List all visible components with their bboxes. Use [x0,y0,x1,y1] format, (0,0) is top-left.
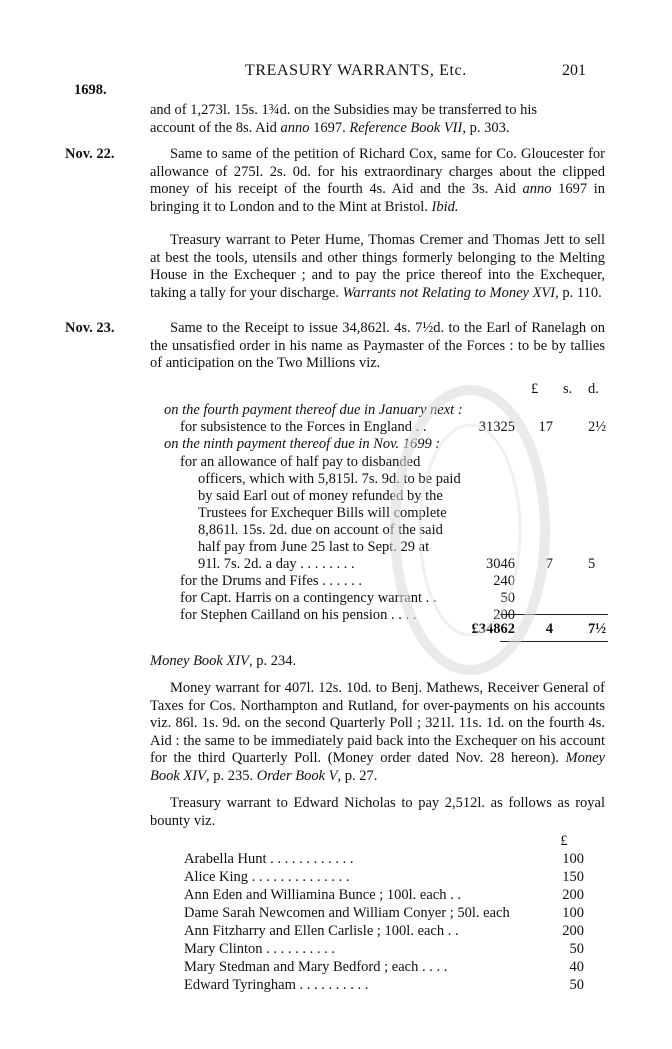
ledger-row-desc: for Stephen Cailland on his pension . . . . [180,607,417,623]
bounty-amount: 100 [562,851,584,867]
ledger-row-shillings: 17 [538,419,553,435]
ledger-row-desc: for the Drums and Fifes . . . . . . [180,573,363,589]
ledger-row-desc: for an allowance of half pay to disbanded [180,454,421,470]
ledger-total-pounds: £34862 [471,621,515,637]
ledger-row-half-pay-2 [150,470,605,488]
ledger-total-pence: 7½ [588,621,607,637]
bounty-list [184,832,584,993]
page-number: 201 [562,62,586,79]
anno-word: anno [280,119,310,136]
ledger-row-desc: 8,861l. 15s. 2d. due on account of the said [198,522,443,538]
paragraph-mathews [150,680,605,786]
ledger-total-shillings: 4 [545,621,553,637]
ledger-row-pounds: 31325 [478,419,515,435]
paragraph-nicholas: Treasury warrant to Edward Nicholas to pay 2,512l. as follows as royal bounty viz. [150,795,605,829]
cox-text-a: Same to same of the petition of Richard Cox, same for Co. Gloucester for allowance of 275l. 2s. 0d. for his extraordinary charges about the clipped money of his receipt of the fourth 4s. Aid and the 3s. Aid [150,146,605,198]
cox-reference: Ibid. [431,198,459,215]
ledger-row-desc: officers, which with 5,815l. 7s. 9d. to be paid [198,471,461,487]
source-reference-page: , p. 303. [462,119,510,136]
cox-text-b: 1697 in bringing it to London and to the Mint at Bristol. [150,181,605,215]
bounty-name: Mary Stedman and Mary Bedford ; each . . . . [184,959,448,975]
bounty-name: Alice King . . . . . . . . . . . . . . [184,869,350,885]
bounty-amount: 200 [562,887,584,903]
ledger-row-desc: 91l. 7s. 2d. a day . . . . . . . . [198,556,355,572]
bounty-amount: 200 [562,923,584,939]
bounty-name: Ann Eden and Williamina Bunce ; 100l. each . . [184,887,461,903]
mathews-text: Money warrant for 407l. 12s. 10d. to Benj. Mathews, Receiver General of Taxes for Cos. Northampton and Rutland, for over-payments on his accounts viz. 86l. 1s. 9d. on the second Quarterly Poll ; 321l. 11s. 1d. on the fourth 4s. Aid : the same to be immediately paid back into the Exchequer on his account for the third Quarterly Poll. (Money order dated Nov. 28 hereon). [150,680,605,767]
ledger-row-shillings: 7 [545,556,553,572]
melting-house-text: Treasury warrant to Peter Hume, Thomas Cremer and Thomas Jett to sell at best the tools, utensils and other things formerly belonging to the Melting House in the Exchequer ; and to pay the price thereof into the Exchequer, taking a tally for your discharge. [150,232,605,301]
ledger-row-half-pay-7 [150,555,605,573]
source-reference: Reference Book VII [349,119,463,136]
mathews-reference-2: Order Book V [256,767,338,784]
year-marginal: 1698. [74,82,107,98]
bounty-amount: 50 [569,977,584,993]
ledger-row-desc: Trustees for Exchequer Bills will complete [198,505,447,521]
ledger-row-half-pay-6 [150,538,605,556]
ledger-heading-ninth-payment: on the ninth payment thereof due in Nov. 1699 : [164,436,441,452]
ledger-row-half-pay-5 [150,521,605,539]
ledger-row-desc: half pay from June 25 last to Sept. 29 at [198,539,430,555]
column-shillings: s. [563,381,573,397]
ledger-row-drums [150,572,605,590]
bounty-item [184,850,584,868]
continuation-line-1: and of 1,273l. 15s. 1¾d. on the Subsidies may be transferred to his [150,102,538,118]
bounty-item [184,904,584,922]
bounty-name: Edward Tyringham . . . . . . . . . . [184,977,369,993]
bounty-item [184,940,584,958]
ledger-column-headers [150,380,605,398]
ledger-row-desc: by said Earl out of money refunded by the [198,488,443,504]
ledger-row-pence: 2½ [588,419,607,435]
paragraph-richard-cox [150,146,605,216]
ledger-total-row [150,620,605,638]
money-book-reference: Money Book XIV [150,653,250,669]
ledger-row-pounds: 3046 [486,556,515,572]
bounty-name: Mary Clinton . . . . . . . . . . [184,941,336,957]
bounty-amount: 40 [569,959,584,975]
cox-anno: anno [522,181,552,198]
bounty-amount: 100 [562,905,584,921]
ledger-row-pounds: 200 [493,607,515,623]
date-nov-22: Nov. 22. [65,146,115,162]
ledger-row-subsistence [150,418,605,436]
bounty-name: Ann Fitzharry and Ellen Carlisle ; 100l. each . . [184,923,459,939]
continuation-line-2a: account of the 8s. Aid [150,119,281,136]
bounty-item [184,976,584,994]
column-pence: d. [588,381,599,397]
bounty-item [184,886,584,904]
ledger-total-rule-top [500,614,608,615]
ledger-row-pounds: 50 [500,590,515,606]
ledger-total-rule-bottom [500,641,608,642]
ledger-row-half-pay-1 [150,453,605,471]
bounty-amount: 50 [569,941,584,957]
page-header [0,62,672,84]
paragraph-continuation [150,102,605,137]
ledger-row-capt-harris [150,589,605,607]
ledger-row-half-pay-3 [150,487,605,505]
running-title: TREASURY WARRANTS, Etc. [245,62,467,79]
melting-house-reference-page: , p. 110. [555,284,602,301]
paragraph-ranelagh: Same to the Receipt to issue 34,862l. 4s. 7½d. to the Earl of Ranelagh on the unsatisfied order in his name as Paymaster of the Forces : to be by tallies of anticipation on the Two Millions viz. [150,320,605,372]
column-pounds: £ [531,381,539,397]
ledger-row-pence: 5 [588,556,596,572]
ledger-row-desc: for Capt. Harris on a contingency warrant . . [180,590,437,606]
date-nov-23: Nov. 23. [65,320,115,336]
mathews-reference-1: Money Book XIV [150,750,605,784]
melting-house-reference: Warrants not Relating to Money XVI [342,284,556,301]
bounty-name: Dame Sarah Newcomen and William Conyer ; 50l. each [184,905,510,921]
bounty-name: Arabella Hunt . . . . . . . . . . . . [184,851,354,867]
bounty-item [184,922,584,940]
paragraph-money-book [150,653,605,671]
paragraph-melting-house [150,232,605,302]
ledger-table [150,372,605,642]
bounty-currency-header [184,832,584,850]
bounty-item [184,958,584,976]
mathews-tail: , p. 27. [337,767,378,784]
money-book-page: , p. 234. [249,653,297,669]
ledger-row-half-pay-4 [150,504,605,522]
bounty-amount: 150 [562,869,584,885]
bounty-currency: £ [560,833,568,849]
ledger-row-desc: for subsistence to the Forces in England . . [180,419,427,435]
ledger-row-pounds: 240 [493,573,515,589]
bounty-item [184,868,584,886]
mathews-mid: , p. 235. [205,767,257,784]
continuation-line-2b: 1697. [309,119,350,136]
ledger-heading-fourth-payment: on the fourth payment thereof due in January next : [164,402,463,418]
